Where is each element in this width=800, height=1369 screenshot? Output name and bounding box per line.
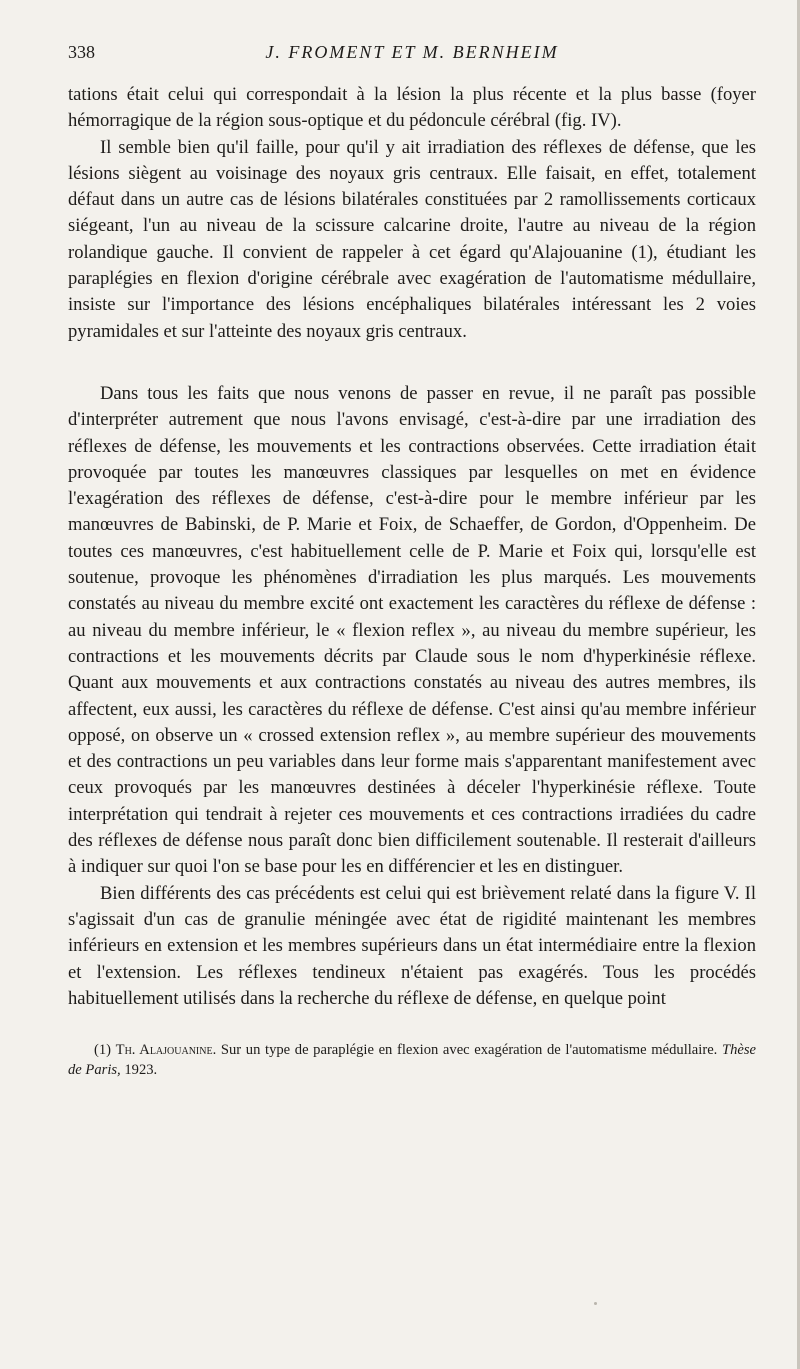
body-text	[68, 82, 756, 1012]
footnote-source: Thèse de Paris,	[68, 1042, 757, 1079]
running-head: J. FROMENT ET M. BERNHEIM	[265, 42, 559, 62]
footnote-marker: (1)	[94, 1042, 112, 1059]
paragraph: Il semble bien qu'il faille, pour qu'il y ait irradiation des réflexes de défense, que les lésions siègent au voisinage des noyaux gris centraux. Elle faisait, en effet, totalement défaut dans un autre cas de lésions bilatérales constituées par 2 ramollissements corticaux siégeant, l'un au niveau de la scissure calcarine droite, l'autre au niveau de la région rolandique gauche. Il convient de rappeler à cet égard qu'Alajouanine (1), étudiant les paraplégies en flexion d'origine cérébrale avec exagération de l'automatisme médullaire, insiste sur l'importance des lésions encéphaliques bilatérales intéressant les 2 voies pyramidales et sur l'atteinte des noyaux gris centraux.	[68, 136, 756, 342]
paper-speck	[594, 1302, 597, 1305]
paragraph-continued: tations était celui qui correspondait à la lésion la plus récente et la plus basse (foyer hémorragique de la région sous-optique et du pédoncule cérébral (fig. IV).	[68, 84, 756, 132]
page-header	[68, 40, 756, 70]
footnotes	[68, 1040, 756, 1080]
paragraph: Dans tous les faits que nous venons de passer en revue, il ne paraît pas possible d'interpréter autrement que nous l'avons envisagé, c'est-à-dire par une irradiation des réflexes de défense, les mouvements et les contractions observées. Cette irradiation était provoquée par toutes les manœuvres classiques par lesquelles on met en évidence l'exagération des réflexes de défense, c'est-à-dire pour le membre inférieur par les manœuvres de Babinski, de P. Marie et Foix, de Schaeffer, de Gordon, d'Oppenheim. De toutes ces manœuvres, c'est habituellement celle de P. Marie et Foix qui, lorsqu'elle est soutenue, provoque les phénomènes d'irradiation les plus marqués. Les mouvements constatés au niveau du membre excité ont exactement les caractères du réflexe de défense : au niveau du membre inférieur, le « flexion reflex », au niveau du membre supérieur, les contractions et les mouvements décrits par Claude sous le nom d'hyperkinésie réflexe. Quant aux mouvements et aux contractions constatés au niveau des autres membres, ils affectent, eux aussi, les caractères du réflexe de défense. C'est ainsi qu'au membre inférieur opposé, on observe un « crossed extension reflex », au membre supérieur des mouvements et des contractions un peu variables dans leur forme mais s'apparentant manifestement avec ceux provoqués par les manœuvres destinées à déceler l'hyperkinésie réflexe. Toute interprétation qui tendrait à rejeter ces mouvements et ces contractions irradiées du cadre des réflexes de défense nous paraît donc bien difficilement soutenable. Il resterait d'ailleurs à indiquer sur quoi l'on se base pour les en différencier et les en distinguer.	[68, 382, 756, 878]
footnote	[68, 1040, 756, 1080]
footnote-text: Sur un type de paraplégie en flexion avec exagération de l'automatisme médullaire.	[220, 1042, 718, 1059]
book-page	[68, 40, 756, 1080]
section-gap	[68, 345, 756, 381]
paragraph: Bien différents des cas précédents est celui qui est brièvement relaté dans la figure V. Il s'agissait d'un cas de granulie méningée avec état de rigidité maintenant les membres inférieurs en extension et les membres supérieurs dans un état intermédiaire entre la flexion et l'extension. Les réflexes tendineux n'étaient pas exagérés. Tous les procédés habituellement utilisés dans la recherche du réflexe de défense, en quelque point	[68, 882, 756, 1009]
footnote-author: Th. Alajouanine.	[115, 1042, 217, 1059]
page-number: 338	[68, 42, 95, 62]
footnote-year: 1923.	[124, 1062, 158, 1079]
